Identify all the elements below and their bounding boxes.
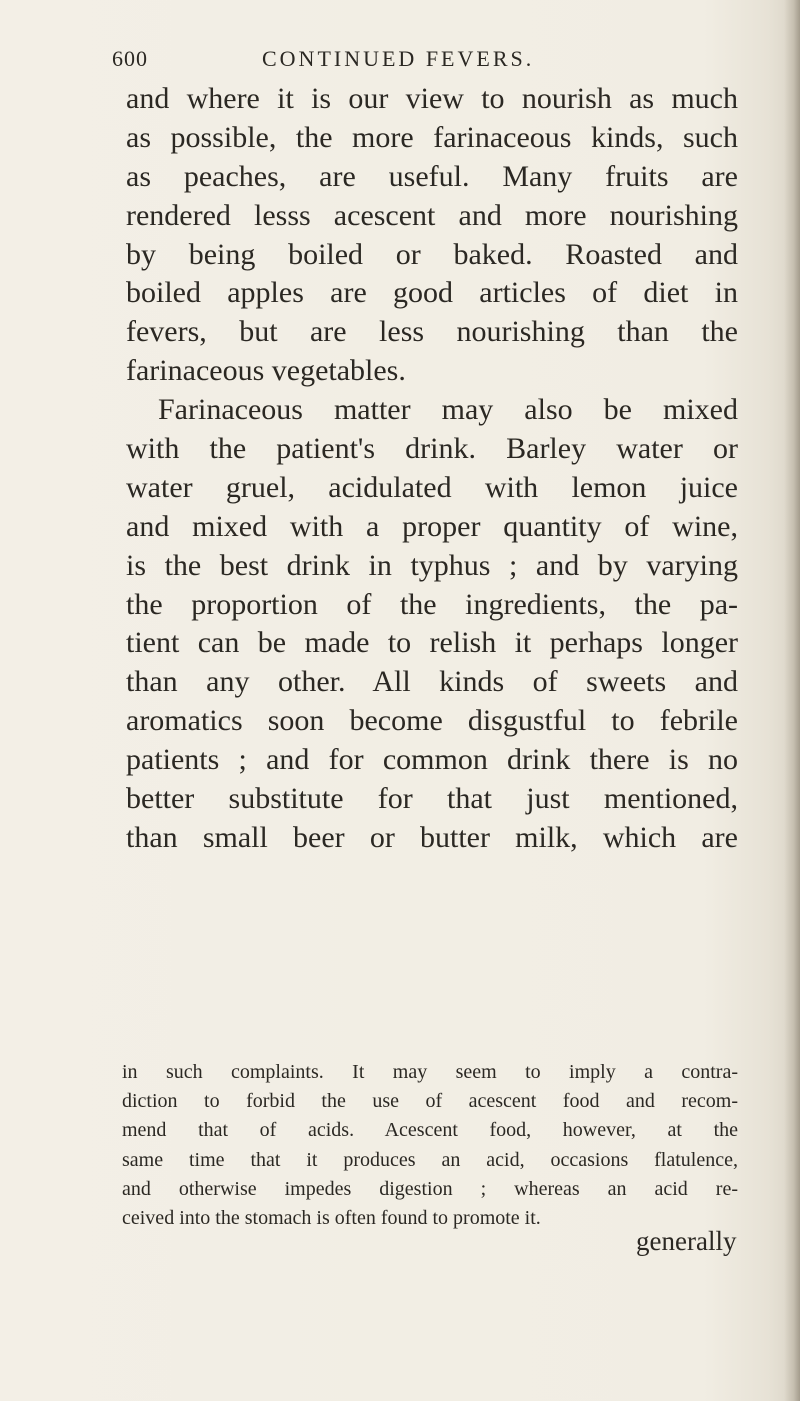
text-line: Farinaceous matter may also be mixed xyxy=(158,393,738,427)
text-line: and mixed with a proper quantity of wine, xyxy=(126,509,738,543)
footnote-line: ceived into the stomach is often found to promote it. xyxy=(122,1206,541,1229)
text-line: farinaceous vegetables. xyxy=(126,354,406,388)
footnote-line: mend that of acids. Acescent food, however, at the xyxy=(122,1119,738,1142)
text-line: than small beer or butter milk, which are xyxy=(126,820,738,854)
text-line: patients ; and for common drink there is no xyxy=(126,743,738,777)
text-line: aromatics soon become disgustful to febrile xyxy=(126,704,738,738)
page-number: 600 xyxy=(112,46,148,71)
running-head: CONTINUED FEVERS. xyxy=(262,46,535,71)
text-line: tient can be made to relish it perhaps longer xyxy=(126,626,738,660)
main-text xyxy=(126,80,738,858)
text-line: fevers, but are less nourishing than the xyxy=(126,315,738,349)
text-line: with the patient's drink. Barley water or xyxy=(126,432,738,466)
text-line: rendered lesss acescent and more nourishing xyxy=(126,198,738,232)
page-header xyxy=(112,46,732,82)
text-line: is the best drink in typhus ; and by varying xyxy=(126,548,738,582)
footnote-line: and otherwise impedes digestion ; whereas an acid re- xyxy=(122,1177,738,1200)
footnote-line: in such complaints. It may seem to imply a contra- xyxy=(122,1061,738,1083)
footnote xyxy=(122,1058,738,1233)
catchword: generally xyxy=(636,1226,737,1256)
text-line: better substitute for that just mentioned, xyxy=(126,782,738,816)
text-line: as possible, the more farinaceous kinds, such xyxy=(126,120,738,154)
text-line: than any other. All kinds of sweets and xyxy=(126,665,738,699)
text-line: as peaches, are useful. Many fruits are xyxy=(126,159,738,193)
text-line: and where it is our view to nourish as much xyxy=(126,82,738,115)
text-line: boiled apples are good articles of diet in xyxy=(126,276,738,310)
footnote-line: same time that it produces an acid, occasions flatulence, xyxy=(122,1148,738,1171)
footnote-line: diction to forbid the use of acescent food and recom- xyxy=(122,1090,738,1113)
text-line: the proportion of the ingredients, the pa- xyxy=(126,587,738,621)
text-line: by being boiled or baked. Roasted and xyxy=(126,237,738,271)
text-line: water gruel, acidulated with lemon juice xyxy=(126,470,738,504)
page-edge-shadow xyxy=(784,0,800,1401)
